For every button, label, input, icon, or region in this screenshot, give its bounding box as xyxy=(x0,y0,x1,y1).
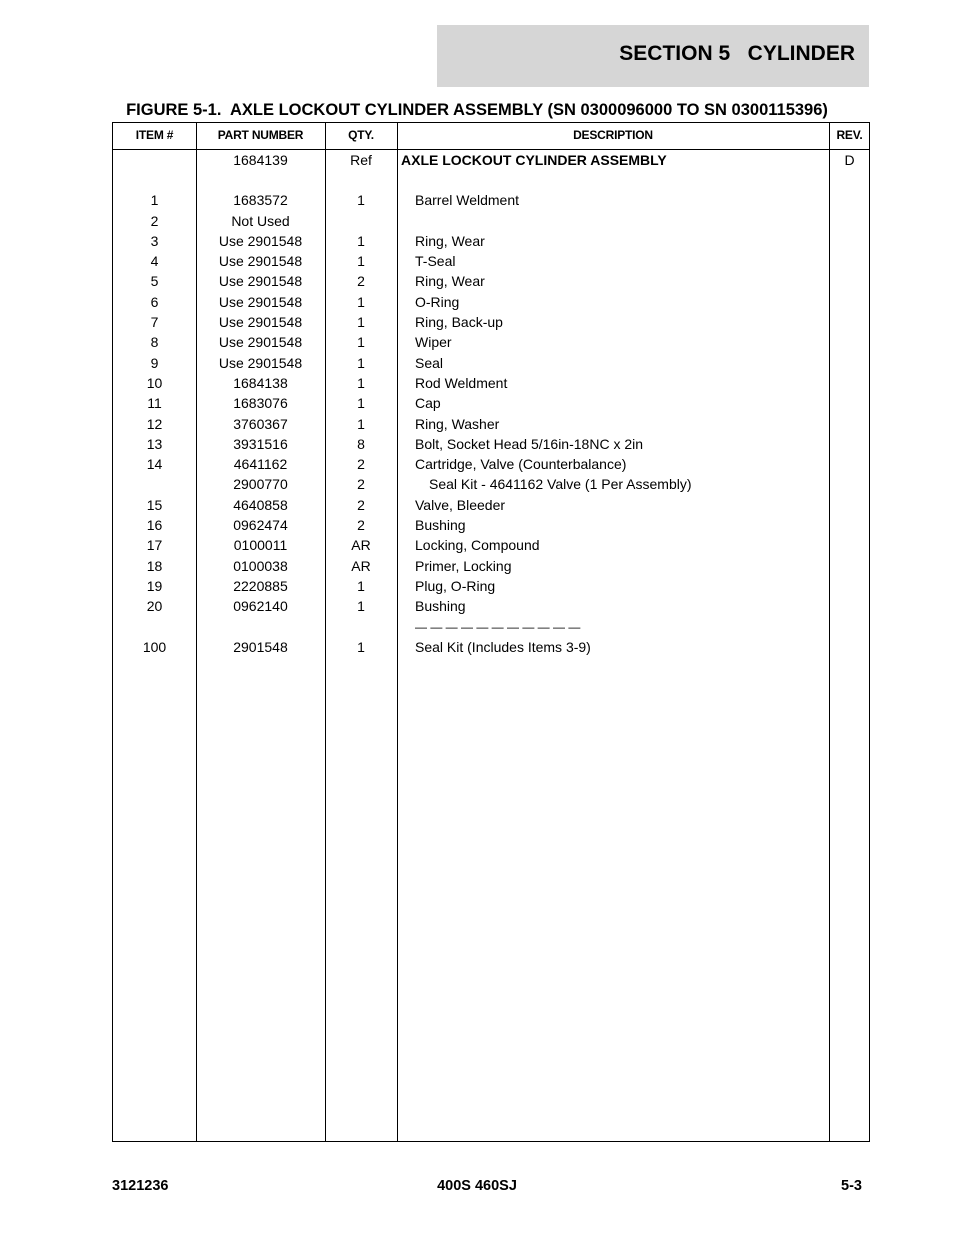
cell-description: Wiper xyxy=(415,334,452,351)
cell-description: Plug, O-Ring xyxy=(415,577,496,594)
cell-qty: 1 xyxy=(357,334,365,351)
table-row xyxy=(113,414,869,434)
cell-description: Cartridge, Valve (Counterbalance) xyxy=(415,456,627,473)
cell-description: Cap xyxy=(415,395,441,412)
cell-item: 7 xyxy=(150,314,159,331)
cell-qty: 1 xyxy=(357,638,365,655)
cell-item: 6 xyxy=(150,293,159,310)
section-title: SECTION 5 CYLINDER xyxy=(619,42,855,65)
column-header-description: DESCRIPTION xyxy=(573,128,653,142)
cell-part-number: Use 2901548 xyxy=(218,354,303,371)
cell-item: 14 xyxy=(146,456,163,473)
cell-part-number: Use 2901548 xyxy=(218,293,303,310)
cell-qty: 1 xyxy=(357,192,365,209)
cell-qty: 1 xyxy=(357,395,365,412)
section-header xyxy=(437,25,869,87)
cell-part-number: 0100038 xyxy=(233,557,288,574)
cell-item: 9 xyxy=(150,354,159,371)
cell-qty: 1 xyxy=(357,598,365,615)
cell-description: Bolt, Socket Head 5/16in-18NC x 2in xyxy=(415,435,644,452)
cell-description: Ring, Washer xyxy=(415,415,500,432)
cell-description: Bushing xyxy=(415,517,466,534)
cell-part-number: Use 2901548 xyxy=(218,314,303,331)
cell-item: 11 xyxy=(147,395,162,412)
footer-page-number: 5-3 xyxy=(841,1178,862,1194)
table-row xyxy=(113,637,869,657)
figure-title: FIGURE 5-1. AXLE LOCKOUT CYLINDER ASSEMBLY (SN 0300096000 TO SN 0300115396) xyxy=(126,101,828,119)
column-header-item: ITEM # xyxy=(135,128,174,142)
table-row xyxy=(113,251,869,271)
cell-description: Locking, Compound xyxy=(415,537,540,554)
cell-part-number: 0962474 xyxy=(233,517,288,534)
cell-qty: 1 xyxy=(357,577,365,594)
table-row xyxy=(113,332,869,352)
cell-qty: 8 xyxy=(357,435,365,452)
cell-description: Ring, Wear xyxy=(415,273,485,290)
table-row xyxy=(113,353,869,373)
table-row xyxy=(113,393,869,413)
column-header-rev: REV. xyxy=(836,128,863,142)
cell-part-number: Use 2901548 xyxy=(218,273,303,290)
cell-item: 5 xyxy=(150,273,159,290)
table-row xyxy=(113,576,869,596)
cell-part-number: 1684139 xyxy=(233,152,288,168)
table-row xyxy=(113,535,869,555)
cell-part-number: 1683076 xyxy=(233,395,288,412)
table-row xyxy=(113,211,869,231)
cell-description: Seal xyxy=(415,354,444,371)
cell-qty: 1 xyxy=(357,374,365,391)
cell-qty: 2 xyxy=(357,476,365,493)
cell-description: Valve, Bleeder xyxy=(415,496,506,513)
cell-qty: Ref xyxy=(350,152,372,168)
cell-item: 17 xyxy=(146,537,163,554)
cell-qty: 2 xyxy=(357,273,365,290)
cell-part-number: 0100011 xyxy=(233,537,288,554)
cell-part-number: 3931516 xyxy=(233,435,288,452)
parts-table xyxy=(112,122,870,1142)
table-row xyxy=(113,312,869,332)
cell-qty: 1 xyxy=(357,415,365,432)
cell-item: 2 xyxy=(150,212,159,229)
cell-description: Ring, Back-up xyxy=(415,314,503,331)
cell-part-number: 2220885 xyxy=(233,577,288,594)
cell-item: 18 xyxy=(146,557,163,574)
cell-rev: D xyxy=(844,152,855,168)
table-row xyxy=(113,292,869,312)
cell-description: Rod Weldment xyxy=(415,374,508,391)
cell-part-number: Use 2901548 xyxy=(218,253,303,270)
cell-part-number: Use 2901548 xyxy=(218,334,303,351)
cell-description: O-Ring xyxy=(415,293,460,310)
table-row xyxy=(113,515,869,535)
cell-item: 16 xyxy=(146,517,163,534)
cell-description: Barrel Weldment xyxy=(415,192,520,209)
cell-qty: 1 xyxy=(357,293,365,310)
table-row xyxy=(113,495,869,515)
cell-part-number: 2901548 xyxy=(233,638,288,655)
cell-qty: 2 xyxy=(357,517,365,534)
cell-qty: 2 xyxy=(357,496,365,513)
cell-qty: 2 xyxy=(357,456,365,473)
cell-item: 4 xyxy=(150,253,159,270)
cell-part-number: 4641162 xyxy=(233,456,288,473)
cell-item: 1 xyxy=(150,192,159,209)
table-row xyxy=(113,556,869,576)
cell-description: Seal Kit - 4641162 Valve (1 Per Assembly) xyxy=(429,476,692,493)
cell-part-number: 4640858 xyxy=(233,496,288,513)
cell-item: 13 xyxy=(146,435,163,452)
cell-item: 15 xyxy=(146,496,163,513)
footer-doc-number: 3121236 xyxy=(112,1178,169,1194)
column-header-part-number: PART NUMBER xyxy=(217,128,304,142)
cell-qty: AR xyxy=(351,537,371,554)
cell-description: Primer, Locking xyxy=(415,557,512,574)
table-row xyxy=(113,454,869,474)
cell-description: AXLE LOCKOUT CYLINDER ASSEMBLY xyxy=(401,152,667,168)
table-row xyxy=(113,150,869,170)
column-header-qty: QTY. xyxy=(348,128,374,142)
cell-qty: 1 xyxy=(357,232,365,249)
cell-description: Bushing xyxy=(415,598,466,615)
footer-model: 400S 460SJ xyxy=(437,1178,517,1194)
cell-part-number: 1684138 xyxy=(233,374,288,391)
table-row xyxy=(113,271,869,291)
table-row-separator xyxy=(113,617,869,637)
cell-part-number: 1683572 xyxy=(233,192,288,209)
cell-item: 10 xyxy=(146,374,163,391)
cell-item: 8 xyxy=(150,334,159,351)
table-row xyxy=(113,596,869,616)
cell-item: 12 xyxy=(146,415,163,432)
cell-item: 20 xyxy=(146,598,163,615)
cell-qty: AR xyxy=(351,557,371,574)
table-row xyxy=(113,190,869,210)
cell-qty: 1 xyxy=(357,314,365,331)
cell-item: 100 xyxy=(142,638,167,655)
table-row xyxy=(113,474,869,494)
cell-item: 19 xyxy=(146,577,163,594)
cell-part-number: Not Used xyxy=(231,212,290,229)
cell-part-number: Use 2901548 xyxy=(218,232,303,249)
table-row xyxy=(113,373,869,393)
cell-qty: 1 xyxy=(357,354,365,371)
cell-part-number: 2900770 xyxy=(233,476,288,493)
cell-part-number: 0962140 xyxy=(233,598,288,615)
cell-part-number: 3760367 xyxy=(233,415,288,432)
table-row xyxy=(113,434,869,454)
table-body xyxy=(113,150,869,657)
table-row-blank xyxy=(113,170,869,190)
dash-separator: — — — — — — — — — — — xyxy=(415,619,581,634)
cell-qty: 1 xyxy=(357,253,365,270)
cell-item: 3 xyxy=(150,232,159,249)
cell-description: Seal Kit (Includes Items 3-9) xyxy=(415,638,591,655)
table-row xyxy=(113,231,869,251)
cell-description: Ring, Wear xyxy=(415,232,485,249)
cell-description: T-Seal xyxy=(415,253,456,270)
